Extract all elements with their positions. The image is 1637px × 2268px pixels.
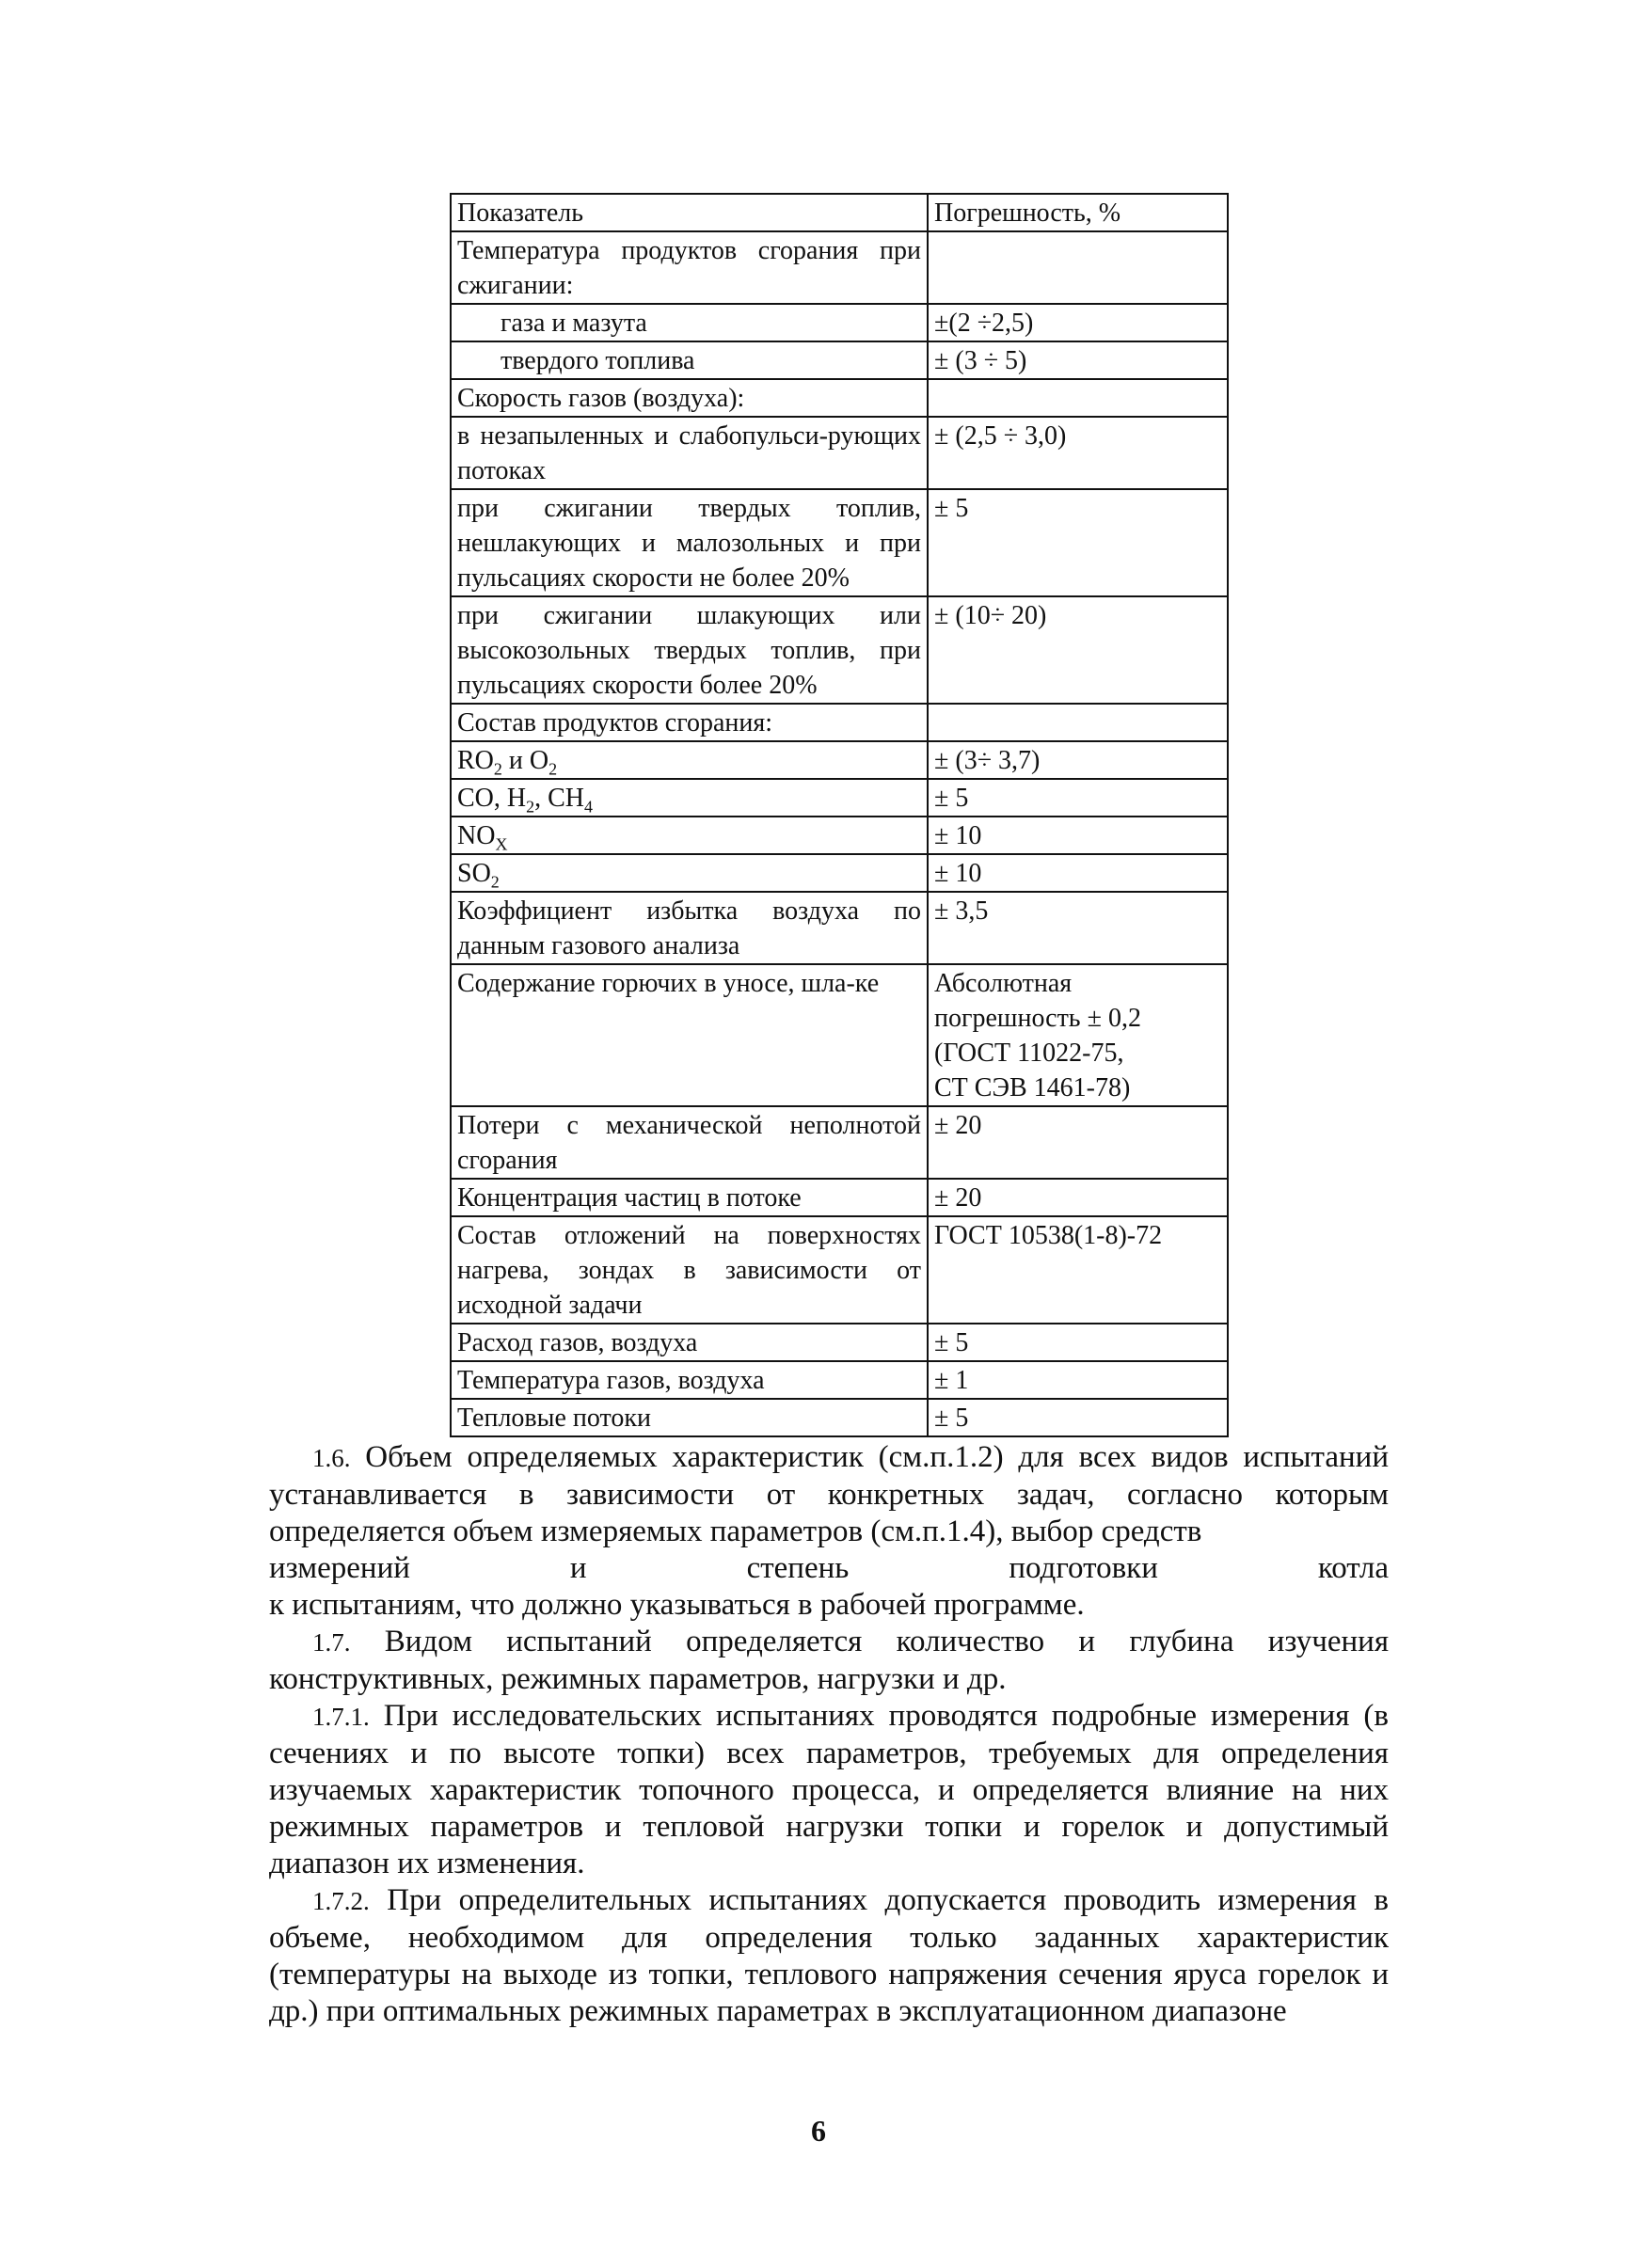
table-row xyxy=(451,741,1228,779)
subscript: 2 xyxy=(548,759,558,779)
error-table xyxy=(450,193,1229,1437)
formula-part: , CH xyxy=(534,784,585,813)
formula-part: и O xyxy=(501,746,549,775)
paragraph-1-7 xyxy=(269,1624,1389,1698)
formula-part: NO xyxy=(457,821,496,850)
indicator-cell: газа и мазута xyxy=(451,304,928,341)
indicator-cell: при сжигании шлакующих или высокозольных твердых топлив, при пульсациях скорости более 20% xyxy=(451,596,928,704)
formula-part: CO, H xyxy=(457,784,527,813)
error-line: СТ СЭВ 1461-78) xyxy=(934,1073,1131,1102)
clause-number: 1.7.2. xyxy=(312,1887,370,1915)
table-row xyxy=(451,1216,1228,1324)
paragraph-1-7-2 xyxy=(269,1882,1389,2030)
paragraph-line: измерений и степень подготовки котла xyxy=(269,1551,1389,1585)
paragraph-text: При исследовательских испытаниях проводятся подробные измерения (в сечениях и по высоте топки) всех параметров, требуемых для определения изучаемых характеристик топочного процесса, и определяется влияние на них режимных параметров и тепловой нагрузки топки и горелок и допустимый диапазон их изменения. xyxy=(269,1699,1389,1880)
indicator-cell: Скорость газов (воздуха): xyxy=(451,379,928,417)
table-row xyxy=(451,854,1228,892)
table-row xyxy=(451,964,1228,1106)
error-cell: ± 5 xyxy=(928,779,1228,817)
error-cell xyxy=(928,704,1228,741)
indicator-cell: Тепловые потоки xyxy=(451,1399,928,1436)
error-cell: ГОСТ 10538(1-8)-72 xyxy=(928,1216,1228,1324)
table-row xyxy=(451,304,1228,341)
indicator-cell: Состав продуктов сгорания: xyxy=(451,704,928,741)
indicator-cell xyxy=(451,741,928,779)
indicator-cell: твердого топлива xyxy=(451,341,928,379)
formula-part: SO xyxy=(457,859,491,888)
table-row xyxy=(451,379,1228,417)
header-indicator: Показатель xyxy=(451,194,928,231)
table-row xyxy=(451,417,1228,489)
error-cell: ± 20 xyxy=(928,1179,1228,1216)
indicator-cell: в незапыленных и слабопульси-рующих потоках xyxy=(451,417,928,489)
table-row xyxy=(451,817,1228,854)
error-cell: ± (3 ÷ 5) xyxy=(928,341,1228,379)
indicator-cell: Температура продуктов сгорания при сжигании: xyxy=(451,231,928,304)
error-cell: ± (2,5 ÷ 3,0) xyxy=(928,417,1228,489)
error-cell: ± (3÷ 3,7) xyxy=(928,741,1228,779)
subscript: 2 xyxy=(490,872,500,892)
body-text xyxy=(269,1439,1389,2030)
paragraph-text: При определительных испытаниях допускается проводить измерения в объеме, необходимом для определения только заданных характеристик (температуры на выходе из топки, теплового напряжения сечения яруса горелок и др.) при оптимальных режимных параметрах в эксплуатационном диапазоне xyxy=(269,1883,1389,2028)
table-header-row xyxy=(451,194,1228,231)
error-cell: ± 5 xyxy=(928,1399,1228,1436)
table-row xyxy=(451,779,1228,817)
subscript: X xyxy=(495,834,508,854)
paragraph-1-7-1 xyxy=(269,1698,1389,1882)
indicator-cell: при сжигании твердых топлив, нешлакующих и малозольных и при пульсациях скорости не более 20% xyxy=(451,489,928,596)
subscript: 2 xyxy=(526,797,535,817)
error-line: погрешность ± 0,2 xyxy=(934,1004,1141,1033)
indicator-cell xyxy=(451,854,928,892)
indicator-cell: Расход газов, воздуха xyxy=(451,1324,928,1361)
error-cell: ±(2 ÷2,5) xyxy=(928,304,1228,341)
indicator-cell xyxy=(451,779,928,817)
table-row xyxy=(451,1106,1228,1179)
page-number: 6 xyxy=(811,2114,826,2148)
table-row xyxy=(451,1361,1228,1399)
indicator-cell: Концентрация частиц в потоке xyxy=(451,1179,928,1216)
indicator-cell: Температура газов, воздуха xyxy=(451,1361,928,1399)
clause-number: 1.7.1. xyxy=(312,1703,370,1731)
paragraph-1-6 xyxy=(269,1439,1389,1550)
error-cell: ± 10 xyxy=(928,854,1228,892)
clause-number: 1.7. xyxy=(312,1628,351,1657)
paragraph-line: к испытаниям, что должно указываться в рабочей программе. xyxy=(269,1588,1085,1622)
table-row xyxy=(451,231,1228,304)
error-line: Абсолютная xyxy=(934,969,1073,998)
table-row xyxy=(451,489,1228,596)
indicator-cell: Состав отложений на поверхностях нагрева, зондах в зависимости от исходной задачи xyxy=(451,1216,928,1324)
error-cell: ± 5 xyxy=(928,1324,1228,1361)
table-row xyxy=(451,341,1228,379)
formula-part: RO xyxy=(457,746,494,775)
indicator-cell: Содержание горючих в уносе, шла-ке xyxy=(451,964,928,1106)
table-row xyxy=(451,892,1228,964)
error-cell: ± 3,5 xyxy=(928,892,1228,964)
table-row xyxy=(451,596,1228,704)
error-cell: ± 1 xyxy=(928,1361,1228,1399)
indicator-cell: Коэффициент избытка воздуха по данным газового анализа xyxy=(451,892,928,964)
error-cell: ± 10 xyxy=(928,817,1228,854)
error-cell: ± (10÷ 20) xyxy=(928,596,1228,704)
error-line: (ГОСТ 11022-75, xyxy=(934,1039,1124,1068)
table-row xyxy=(451,704,1228,741)
error-cell: ± 5 xyxy=(928,489,1228,596)
table-row xyxy=(451,1399,1228,1436)
paragraph-text: Объем определяемых характеристик (см.п.1.2) для всех видов испытаний устанавливается в зависимости от конкретных задач, согласно которым определяется объем измеряемых параметров (см.п.1.4), выбор средств xyxy=(269,1440,1389,1548)
indicator-cell xyxy=(451,817,928,854)
error-cell xyxy=(928,379,1228,417)
subscript: 2 xyxy=(493,759,502,779)
table-row xyxy=(451,1179,1228,1216)
indicator-cell: Потери с механической неполнотой сгорания xyxy=(451,1106,928,1179)
table-row xyxy=(451,1324,1228,1361)
clause-number: 1.6. xyxy=(312,1444,351,1472)
error-cell xyxy=(928,964,1228,1106)
subscript: 4 xyxy=(584,797,594,817)
paragraph-text: Видом испытаний определяется количество и глубина изучения конструктивных, режимных параметров, нагрузки и др. xyxy=(269,1625,1389,1696)
header-error: Погрешность, % xyxy=(928,194,1228,231)
error-cell xyxy=(928,231,1228,304)
error-cell: ± 20 xyxy=(928,1106,1228,1179)
